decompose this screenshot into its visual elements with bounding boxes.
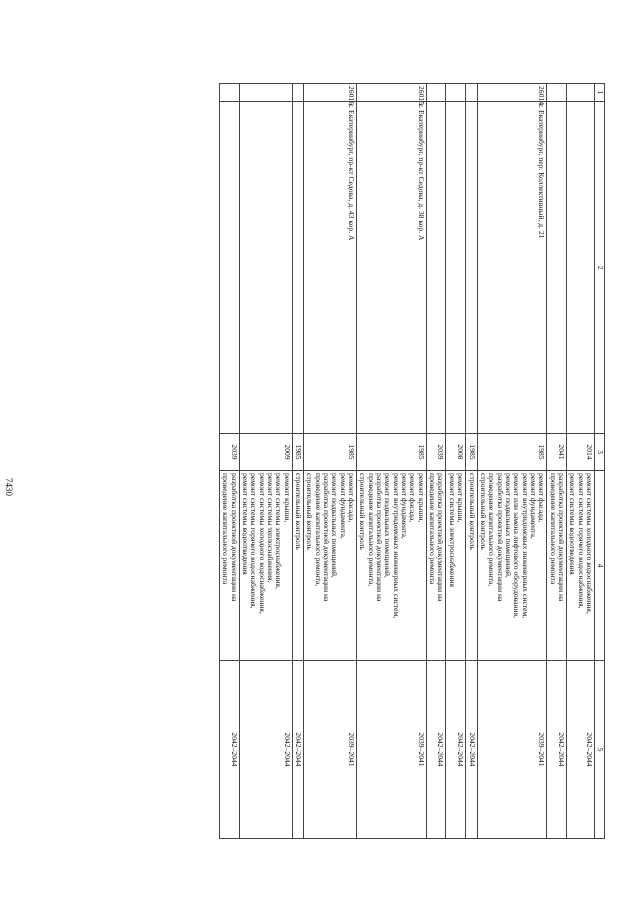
period-cell: 2042–2044 (547, 661, 567, 839)
period-cell: 2042–2044 (446, 661, 466, 839)
table-row (566, 84, 594, 839)
address-cell (292, 102, 303, 434)
row-number-cell (547, 84, 567, 102)
table-row (304, 84, 357, 839)
table-row (426, 84, 446, 839)
works-cell: строительный контроль (466, 471, 477, 661)
works-cell: ремонт крыши, ремонт системы электроснабжения, ремонт системы теплоснабжения, ремонт системы холодного водоснабжения, ремонт системы горячего водоснабжения, ремонт системы водоотведения (239, 471, 292, 661)
address-cell (547, 102, 567, 434)
year-cell: 1985 (292, 434, 303, 471)
period-cell: 2042–2044 (566, 661, 594, 839)
period-cell: 2042–2044 (426, 661, 446, 839)
year-cell: 2041 (547, 434, 567, 471)
address-cell: г. Екатеринбург, пер. Коллективный, д. 21 (477, 102, 547, 434)
year-cell: 1985 (466, 434, 477, 471)
table-row (466, 84, 477, 839)
row-number-cell: 26015. (357, 84, 427, 102)
works-cell: разработка проектной документации на проведение капитального ремонта (426, 471, 446, 661)
row-number-cell (219, 84, 239, 102)
row-number-cell: 26014. (477, 84, 547, 102)
address-cell (219, 102, 239, 434)
period-cell: 2039–2041 (477, 661, 547, 839)
table-row (357, 84, 427, 839)
column-header: 2 (595, 102, 605, 434)
period-cell: 2042–2044 (292, 661, 303, 839)
address-cell (239, 102, 292, 434)
period-cell: 2039–2041 (357, 661, 427, 839)
row-number-cell (292, 84, 303, 102)
capital-repair-table (78, 83, 605, 838)
period-cell: 2042–2044 (219, 661, 239, 839)
address-cell (566, 102, 594, 434)
year-cell: 2039 (426, 434, 446, 471)
table-row (477, 84, 547, 839)
year-cell: 1985 (357, 434, 427, 471)
address-cell (426, 102, 446, 434)
column-header: 1 (595, 84, 605, 102)
works-cell: ремонт фасада, ремонт фундамента, ремонт внутридомовых инженерных систем, ремонт или замена лифтового оборудования, ремонт подвальных помещений, разработка проектной документации на проведение капитального ремонта, строительный контроль (477, 471, 547, 661)
table-row (239, 84, 292, 839)
year-cell: 1985 (477, 434, 547, 471)
address-cell: г. Екатеринбург, пр-кт Седова, д. 43 кор. А (304, 102, 357, 434)
address-cell (466, 102, 477, 434)
year-cell: 2014 (566, 434, 594, 471)
works-cell: ремонт крыши, ремонт системы электроснабжения (446, 471, 466, 661)
column-number-row (595, 84, 605, 839)
column-header: 4 (595, 471, 605, 661)
row-number-cell (239, 84, 292, 102)
row-number-cell (566, 84, 594, 102)
row-number-cell: 26016. (304, 84, 357, 102)
works-cell: разработка проектной документации на проведение капитального ремонта (219, 471, 239, 661)
table-row (547, 84, 567, 839)
works-cell: ремонт крыши, ремонт фасада, ремонт фундамента, ремонт внутридомовых инженерных систем, ремонт подвальных помещений, разработка проектной документации на проведение капитального ремонта, строительный контроль (357, 471, 427, 661)
period-cell: 2042–2044 (239, 661, 292, 839)
row-number-cell (466, 84, 477, 102)
year-cell: 2039 (219, 434, 239, 471)
repair-schedule-table (219, 83, 605, 839)
page-number: 7430 (4, 478, 14, 496)
column-header: 3 (595, 434, 605, 471)
column-header: 5 (595, 661, 605, 839)
table-row (292, 84, 303, 839)
works-cell: строительный контроль (292, 471, 303, 661)
works-cell: ремонт фасада, ремонт фундамента, ремонт подвальных помещений, разработка проектной документации на проведение капитального ремонта, строительный контроль (304, 471, 357, 661)
year-cell: 2009 (239, 434, 292, 471)
year-cell: 1985 (304, 434, 357, 471)
period-cell: 2039–2041 (304, 661, 357, 839)
row-number-cell (426, 84, 446, 102)
table-row (219, 84, 239, 839)
address-cell (446, 102, 466, 434)
table-row (446, 84, 466, 839)
year-cell: 2008 (446, 434, 466, 471)
row-number-cell (446, 84, 466, 102)
works-cell: ремонт системы холодного водоснабжения, ремонт системы горячего водоснабжения, ремонт системы водоотведения (566, 471, 594, 661)
works-cell: разработка проектной документации на проведение капитального ремонта (547, 471, 567, 661)
period-cell: 2042–2044 (466, 661, 477, 839)
address-cell: г. Екатеринбург, пр-кт Седова, д. 38 кор. А (357, 102, 427, 434)
